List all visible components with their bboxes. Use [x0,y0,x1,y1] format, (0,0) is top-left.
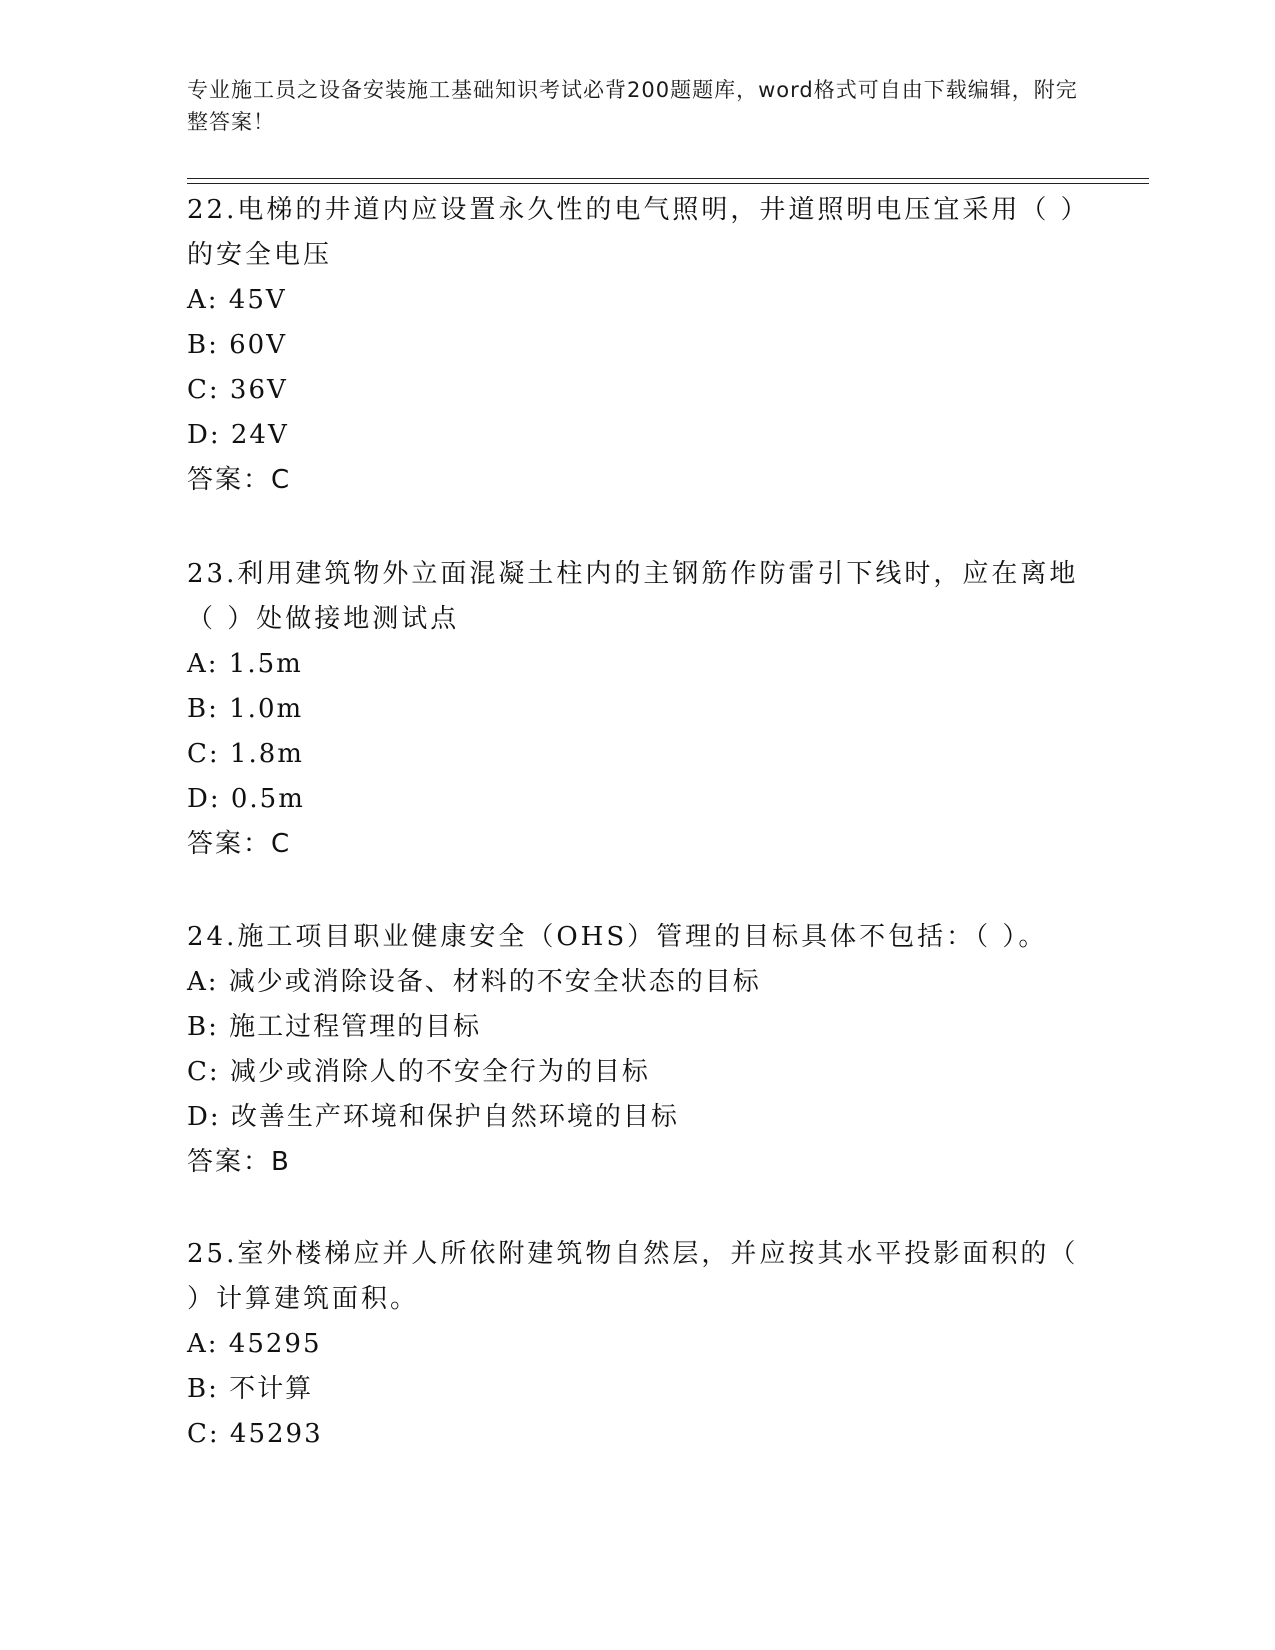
option-a: A: 减少或消除设备、材料的不安全状态的目标 [187,967,761,997]
question-24 [187,915,1087,1185]
option-b: B: 1.0m [187,694,304,724]
option-c: C: 36V [187,375,288,405]
question-stem: 22.电梯的井道内应设置永久性的电气照明，井道照明电压宜采用（ ）的安全电压 [187,195,1077,270]
option-c: C: 减少或消除人的不安全行为的目标 [187,1057,650,1087]
option-b: B: 施工过程管理的目标 [187,1012,482,1042]
option-b: B: 60V [187,330,287,360]
option-b: B: 不计算 [187,1374,314,1404]
answer: 答案：C [187,465,292,495]
question-25 [187,1232,1087,1457]
option-d: D: 0.5m [187,784,305,814]
option-c: C: 45293 [187,1419,323,1449]
option-a: A: 45V [187,285,287,315]
answer: 答案：B [187,1147,291,1177]
question-stem: 25.室外楼梯应并人所依附建筑物自然层，并应按其水平投影面积的（ ）计算建筑面积。 [187,1239,1079,1314]
question-stem: 23.利用建筑物外立面混凝土柱内的主钢筋作防雷引下线时，应在离地（ ）处做接地测试点 [187,559,1079,634]
header-divider-top [187,178,1149,179]
option-c: C: 1.8m [187,739,304,769]
question-23 [187,552,1087,867]
question-22 [187,188,1087,503]
document-header: 专业施工员之设备安装施工基础知识考试必背200题题库，word格式可自由下载编辑，附完整答案！ [187,78,1078,134]
option-a: A: 45295 [187,1329,322,1359]
header-divider-bottom [187,183,1149,184]
option-d: D: 改善生产环境和保护自然环境的目标 [187,1102,679,1132]
question-stem: 24.施工项目职业健康安全（OHS）管理的目标具体不包括：（ ）。 [187,922,1048,952]
option-d: D: 24V [187,420,289,450]
option-a: A: 1.5m [187,649,303,679]
answer: 答案：C [187,829,292,859]
